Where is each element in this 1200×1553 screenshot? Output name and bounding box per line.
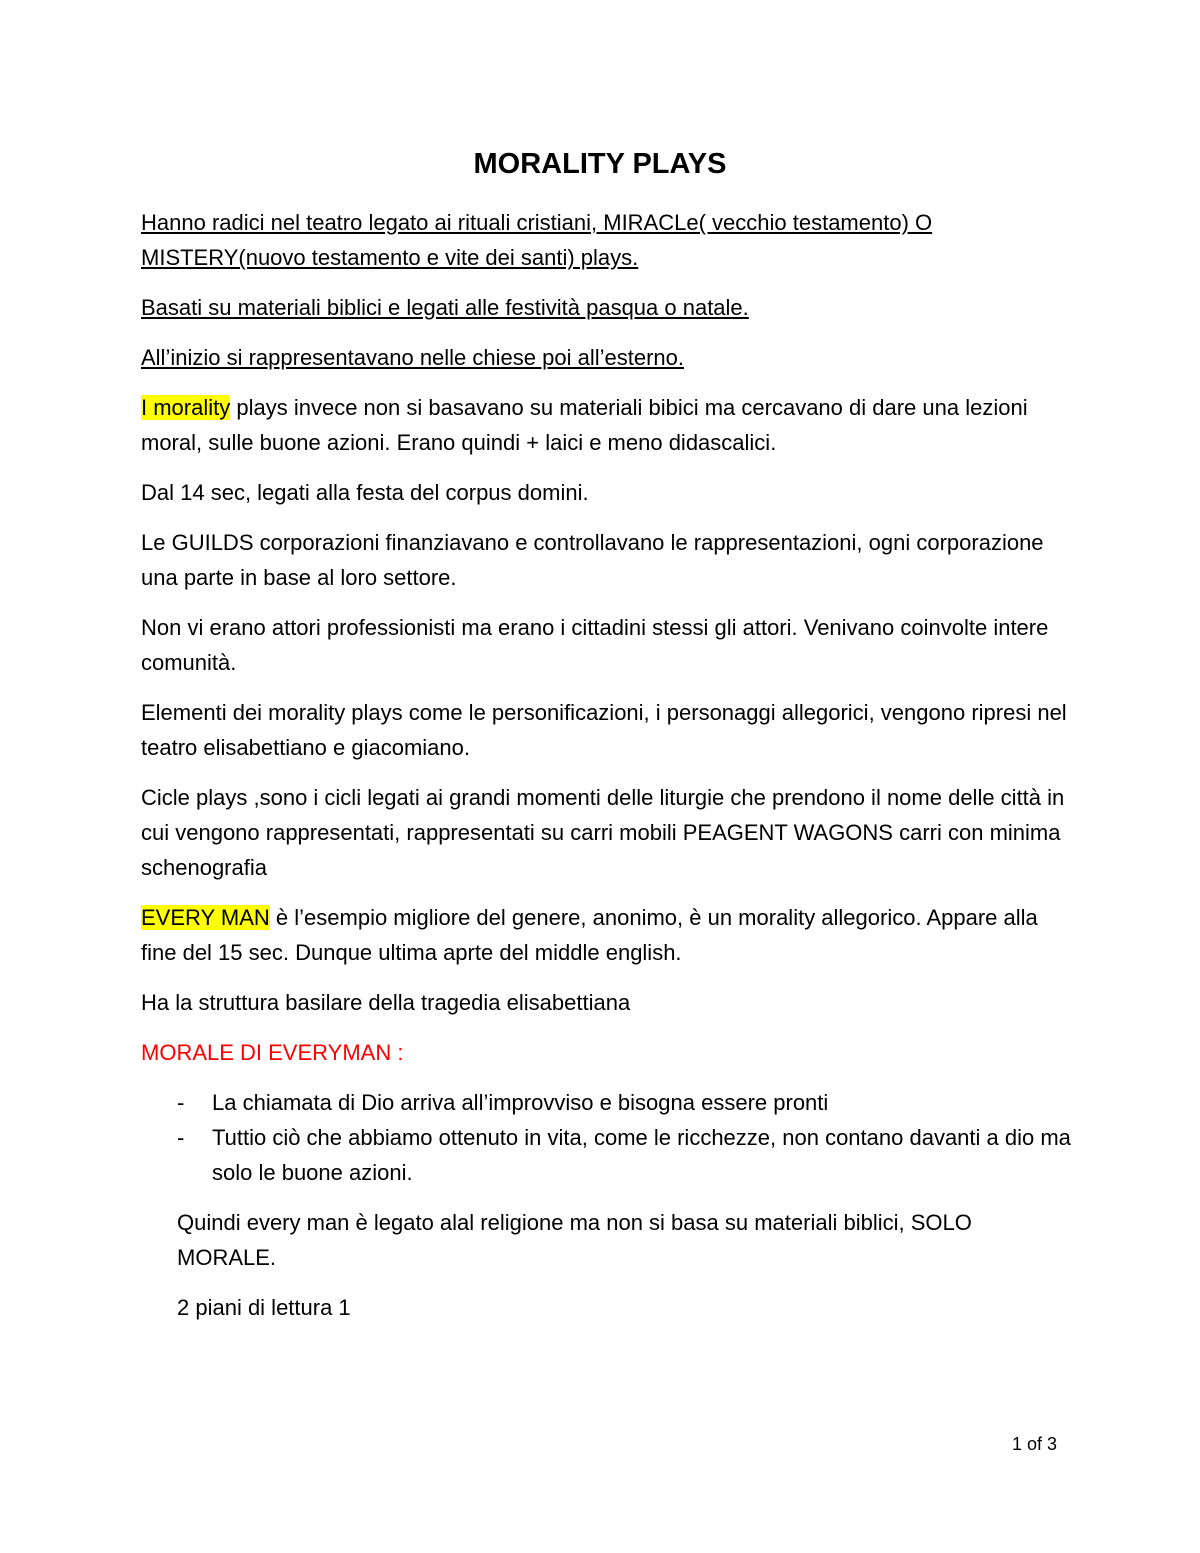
paragraph-conclusion: Quindi every man è legato alal religione ma non si basa su materiali biblici, SOLO MORALE. — [177, 1210, 972, 1270]
list-item — [141, 1085, 1071, 1120]
document-body — [141, 205, 1071, 1340]
highlighted-text: EVERY MAN — [141, 905, 270, 930]
page-number: 1 of 3 — [1011, 1434, 1057, 1454]
list-item — [141, 1120, 1071, 1190]
list-item-text: Tuttio ciò che abbiamo ottenuto in vita, come le ricchezze, non contano davanti a dio ma solo le buone azioni. — [212, 1125, 1071, 1185]
list-dash: - — [177, 1090, 185, 1115]
document-title: MORALITY PLAYS — [473, 148, 727, 180]
paragraph-guilds: Le GUILDS corporazioni finanziavano e controllavano le rappresentazioni, ogni corporazione una parte in base al loro settore. — [141, 530, 1044, 590]
paragraph-actors: Non vi erano attori professionisti ma erano i cittadini stessi gli attori. Venivano coinvolte intere comunità. — [141, 615, 1049, 675]
morale-list — [141, 1085, 1071, 1190]
list-item-text: La chiamata di Dio arriva all’improvviso e bisogna essere pronti — [212, 1090, 829, 1115]
paragraph-text: plays invece non si basavano su materiali bibici ma cercavano di dare una lezioni moral, sulle buone azioni. Erano quindi + laici e meno didascalici. — [141, 395, 1028, 455]
heading-morale: MORALE DI EVERYMAN : — [141, 1040, 404, 1065]
list-dash: - — [177, 1125, 185, 1150]
paragraph-churches: All’inizio si rappresentavano nelle chiese poi all’esterno. — [141, 345, 684, 370]
paragraph-biblical-materials: Basati su materiali biblici e legati alle festività pasqua o natale. — [141, 295, 749, 320]
highlighted-text: I morality — [141, 395, 231, 420]
paragraph-elements: Elementi dei morality plays come le personificazioni, i personaggi allegorici, vengono ripresi nel teatro elisabettiano e giacomiano. — [141, 700, 1067, 760]
paragraph-text: è l’esempio migliore del genere, anonimo, è un morality allegorico. Appare alla fine del 15 sec. Dunque ultima aprte del middle english. — [141, 905, 1038, 965]
paragraph-origins: Hanno radici nel teatro legato ai rituali cristiani, MIRACLe( vecchio testamento) O MISTERY(nuovo testamento e vite dei santi) plays. — [141, 210, 933, 270]
paragraph-corpus-domini: Dal 14 sec, legati alla festa del corpus domini. — [141, 480, 589, 505]
paragraph-reading-levels: 2 piani di lettura 1 — [177, 1295, 351, 1320]
paragraph-structure: Ha la struttura basilare della tragedia elisabettiana — [141, 990, 631, 1015]
paragraph-cicle-plays: Cicle plays ,sono i cicli legati ai grandi momenti delle liturgie che prendono il nome delle città in cui vengono rappresentati, rappresentati su carri mobili PEAGENT WAGONS carri con minima schenografia — [141, 785, 1065, 880]
paragraph-every-man — [141, 900, 1071, 970]
paragraph-morality-plays — [141, 390, 1071, 460]
